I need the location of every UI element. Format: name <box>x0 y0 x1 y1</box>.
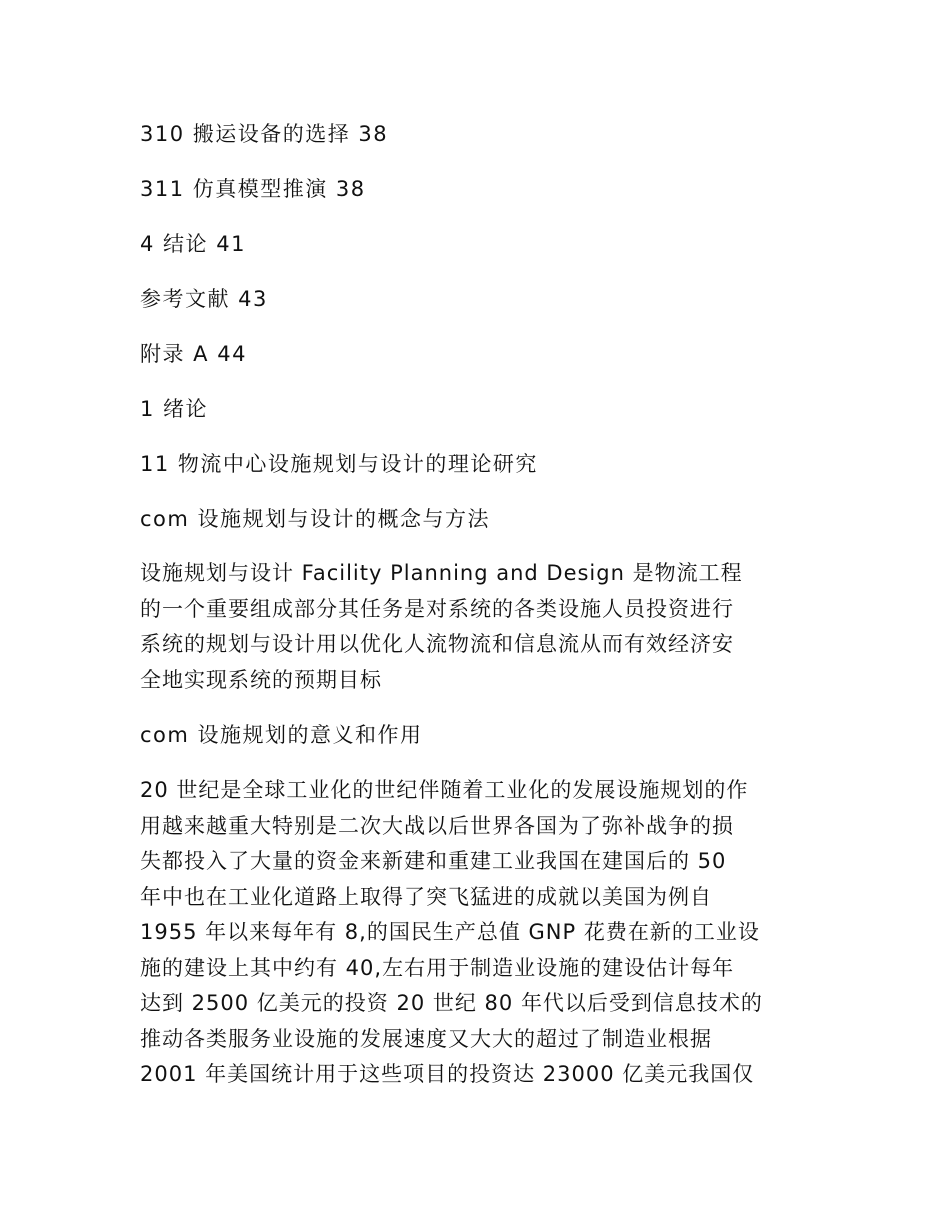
toc-entry-references: 参考文献 43 <box>140 287 268 311</box>
paragraph-line: 推动各类服务业设施的发展速度又大大的超过了制造业根据 <box>140 1026 712 1051</box>
paragraph-significance <box>140 773 820 1093</box>
subsection-heading-significance: com 设施规划的意义和作用 <box>140 723 423 747</box>
section-heading: 11 物流中心设施规划与设计的理论研究 <box>140 452 538 476</box>
paragraph-line: 用越来越重大特别是二次大战以后世界各国为了弥补战争的损 <box>140 813 734 838</box>
paragraph-line: 失都投入了大量的资金来新建和重建工业我国在建国后的 50 <box>140 849 727 873</box>
paragraph-line: 2001 年美国统计用于这些项目的投资达 23000 亿美元我国仅 <box>140 1062 755 1086</box>
paragraph-line: 施的建设上其中约有 40,左右用于制造业设施的建设估计每年 <box>140 955 735 980</box>
paragraph-line: 的一个重要组成部分其任务是对系统的各类设施人员投资进行 <box>140 596 734 621</box>
chapter-heading: 1 绪论 <box>140 397 209 421</box>
paragraph-line: 系统的规划与设计用以优化人流物流和信息流从而有效经济安 <box>140 632 734 656</box>
paragraph-line: 达到 2500 亿美元的投资 20 世纪 80 年代以后受到信息技术的 <box>140 991 763 1015</box>
toc-entry-appendix: 附录 A 44 <box>140 342 247 366</box>
paragraph-line: 20 世纪是全球工业化的世纪伴随着工业化的发展设施规划的作 <box>140 778 749 802</box>
subsection-heading-concept: com 设施规划与设计的概念与方法 <box>140 507 491 531</box>
paragraph-line: 设施规划与设计 Facility Planning and Design 是物流工程 <box>140 561 743 585</box>
toc-entry-3-10: 310 搬运设备的选择 38 <box>140 122 389 146</box>
paragraph-line: 全地实现系统的预期目标 <box>140 667 382 692</box>
paragraph-line: 1955 年以来每年有 8,的国民生产总值 GNP 花费在新的工业设 <box>140 920 760 944</box>
paragraph-line: 年中也在工业化道路上取得了突飞猛进的成就以美国为例自 <box>140 884 712 909</box>
toc-entry-3-11: 311 仿真模型推演 38 <box>140 177 366 201</box>
paragraph-concept <box>140 556 820 698</box>
toc-entry-conclusion: 4 结论 41 <box>140 232 246 256</box>
